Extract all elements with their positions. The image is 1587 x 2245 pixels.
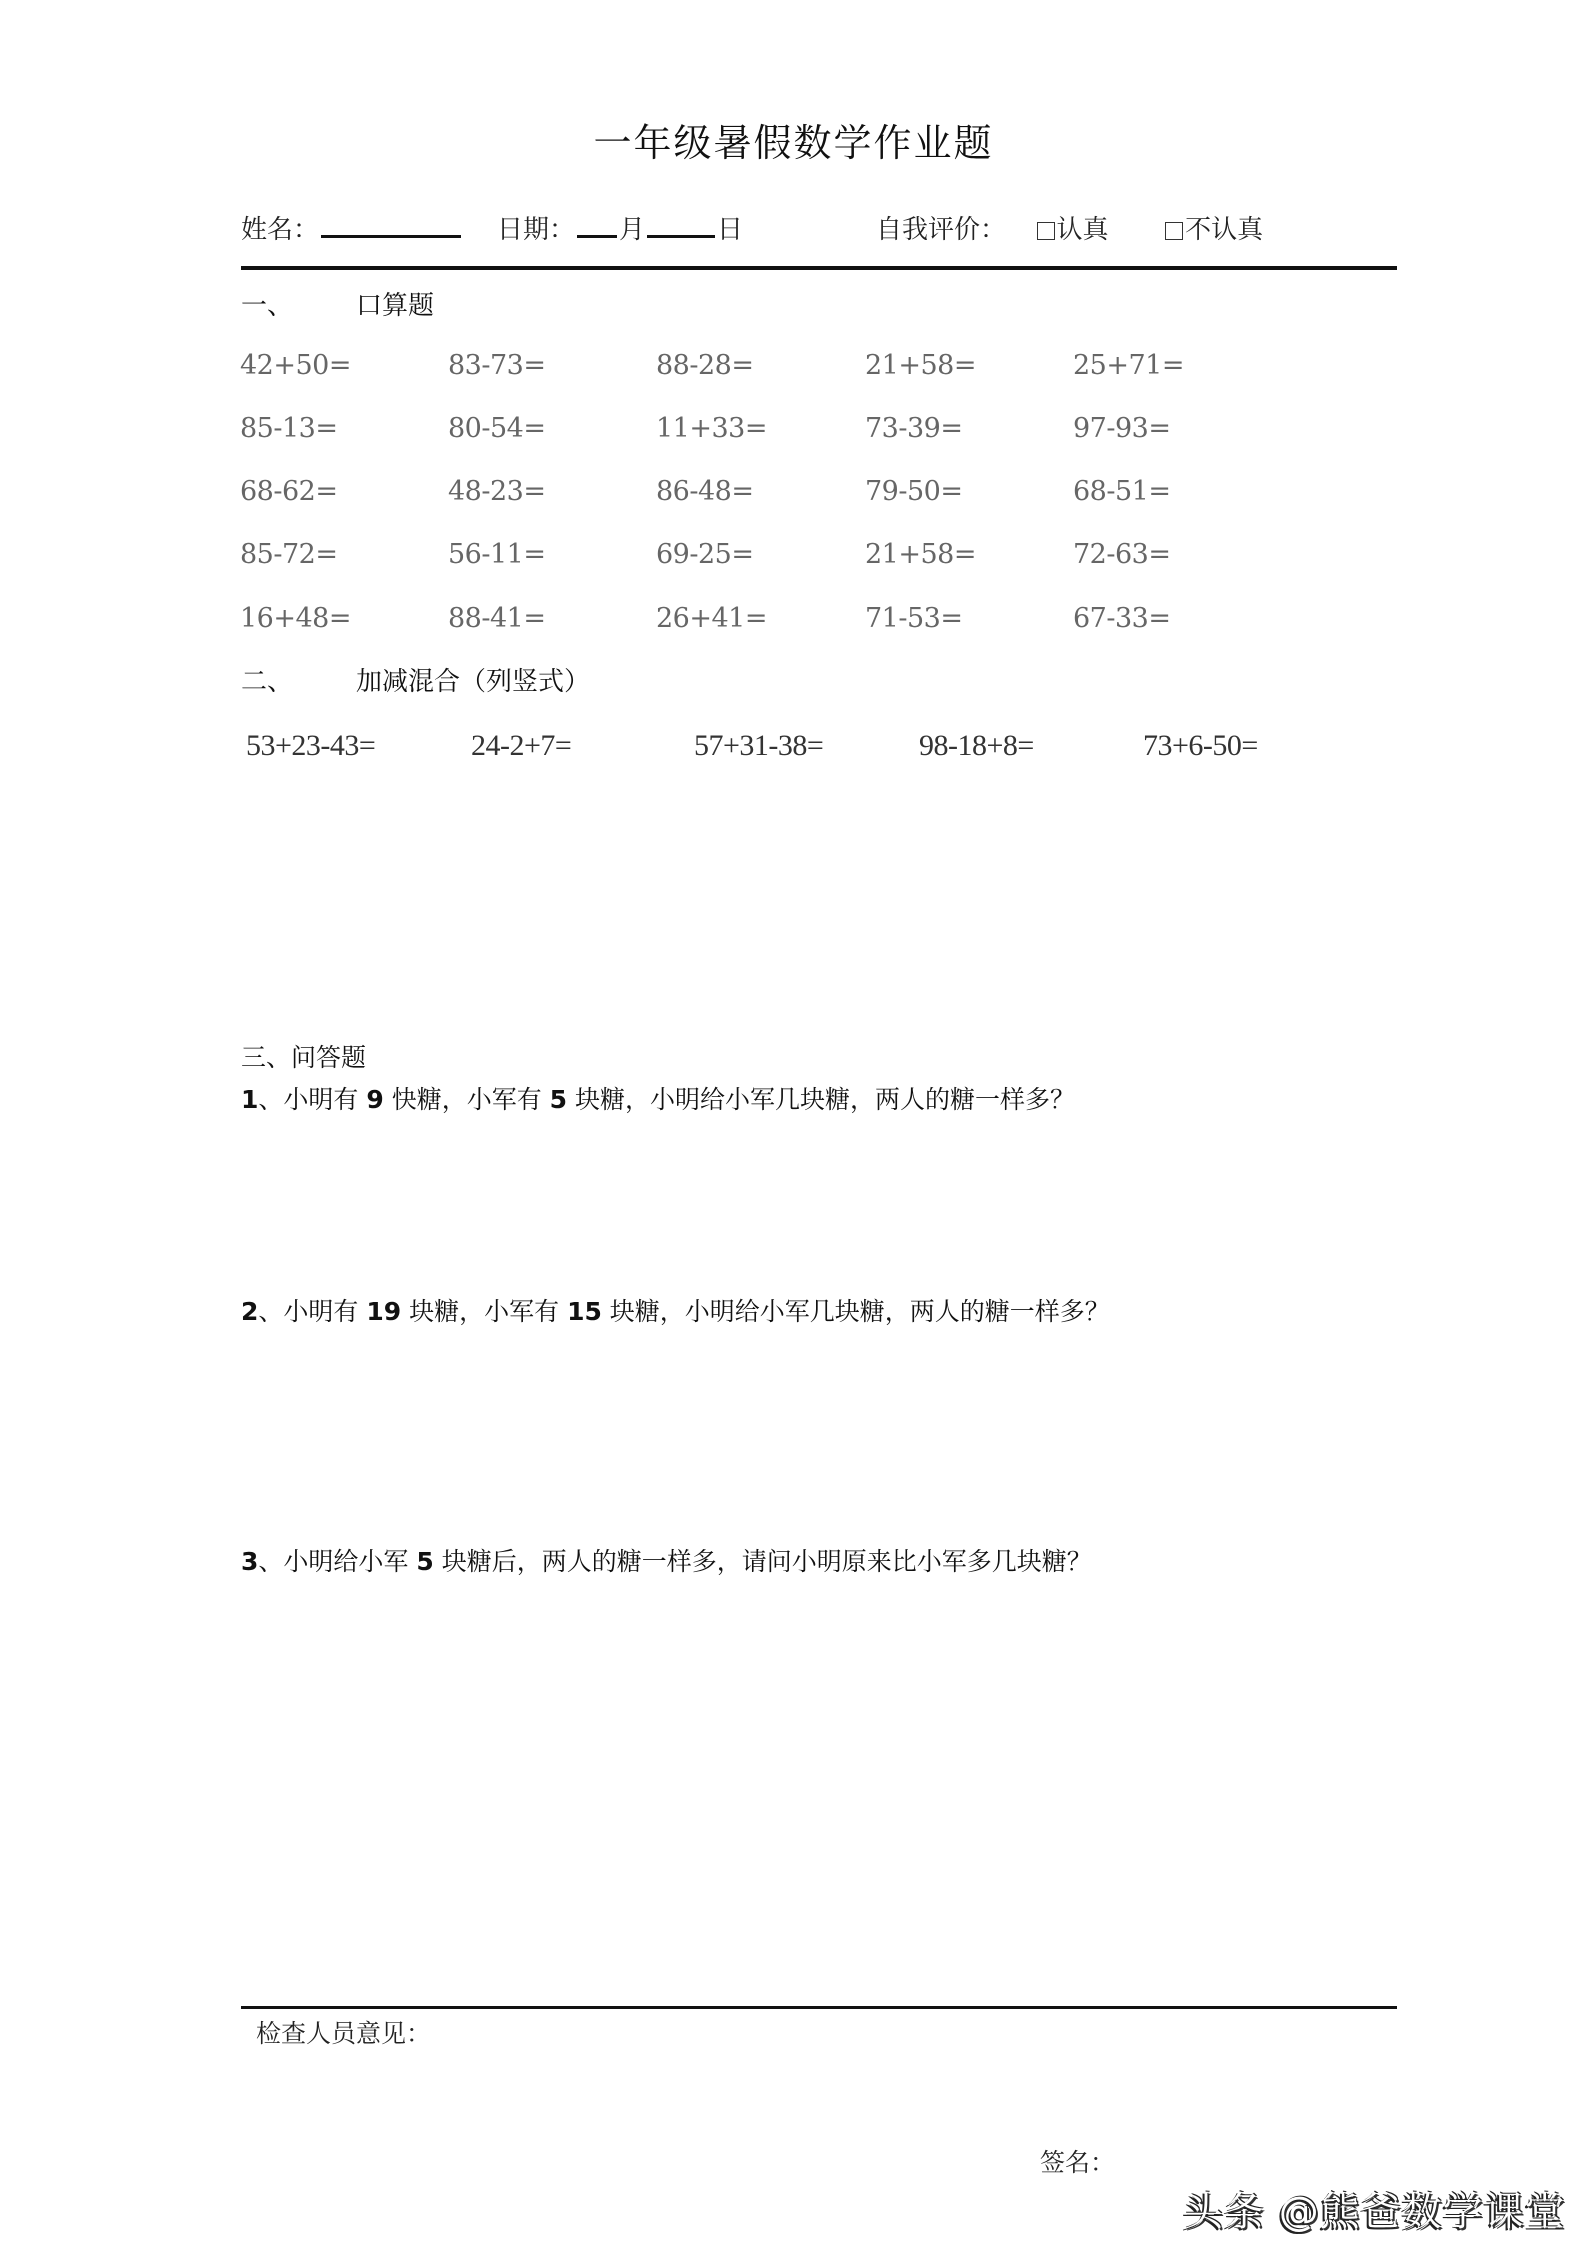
option-not-serious[interactable]: 不认真 bbox=[1165, 215, 1263, 245]
problem: 21+58= bbox=[865, 350, 976, 381]
problem: 69-25= bbox=[656, 539, 754, 570]
problem: 42+50= bbox=[240, 350, 351, 381]
page-title: 一年级暑假数学作业题 bbox=[593, 121, 994, 165]
problem: 97-93= bbox=[1073, 413, 1171, 444]
date-label: 日期： bbox=[497, 215, 576, 245]
question-3: 3、小明给小军 5 块糖后，两人的糖一样多，请问小明原来比小军多几块糖？ bbox=[241, 1547, 1092, 1576]
problem: 48-23= bbox=[448, 476, 546, 507]
self-eval-label: 自我评价： bbox=[876, 215, 1007, 245]
problem: 85-72= bbox=[240, 539, 338, 570]
problem: 85-13= bbox=[240, 413, 338, 444]
mixed-problem: 24-2+7= bbox=[471, 729, 572, 762]
watermark: 头条 @熊爸数学课堂 bbox=[1183, 2189, 1566, 2235]
problem: 71-53= bbox=[865, 603, 963, 634]
mixed-problem: 57+31-38= bbox=[694, 729, 824, 762]
question-2: 2、小明有 19 块糖，小军有 15 块糖，小明给小军几块糖，两人的糖一样多？ bbox=[241, 1297, 1110, 1326]
problem: 56-11= bbox=[448, 539, 546, 570]
problem: 83-73= bbox=[448, 350, 546, 381]
problem: 68-62= bbox=[240, 476, 338, 507]
date-field bbox=[497, 212, 743, 248]
month-label: 月 bbox=[619, 215, 646, 245]
problem: 88-28= bbox=[656, 350, 754, 381]
signature-label: 签名： bbox=[1040, 2148, 1116, 2177]
name-field bbox=[241, 212, 463, 248]
problem: 26+41= bbox=[656, 603, 767, 634]
section-3-heading: 三、问答题 bbox=[241, 1043, 367, 1072]
checkbox-icon[interactable] bbox=[1165, 222, 1183, 240]
problem: 88-41= bbox=[448, 603, 546, 634]
name-label: 姓名： bbox=[241, 215, 320, 245]
option-serious[interactable]: 认真 bbox=[1037, 215, 1109, 245]
section-1-heading: 一、 口算题 bbox=[241, 291, 435, 321]
section-2-heading: 二、 加减混合（列竖式） bbox=[241, 667, 591, 697]
problem: 16+48= bbox=[240, 603, 351, 634]
month-blank[interactable] bbox=[577, 213, 617, 238]
day-label: 日 bbox=[717, 215, 744, 245]
problem: 68-51= bbox=[1073, 476, 1171, 507]
problem: 21+58= bbox=[865, 539, 976, 570]
problem: 86-48= bbox=[656, 476, 754, 507]
problem: 25+71= bbox=[1073, 350, 1184, 381]
header-divider bbox=[241, 266, 1397, 270]
mixed-problem: 73+6-50= bbox=[1143, 729, 1258, 762]
problem: 73-39= bbox=[865, 413, 963, 444]
problem: 79-50= bbox=[865, 476, 963, 507]
mixed-problem: 98-18+8= bbox=[919, 729, 1034, 762]
question-1: 1、小明有 9 快糖，小军有 5 块糖，小明给小军几块糖，两人的糖一样多？ bbox=[241, 1085, 1076, 1114]
name-blank[interactable] bbox=[321, 213, 461, 238]
self-evaluation bbox=[876, 212, 1263, 248]
problem: 72-63= bbox=[1073, 539, 1171, 570]
footer-divider bbox=[241, 2006, 1397, 2009]
reviewer-comments-label: 检查人员意见： bbox=[256, 2019, 432, 2048]
problem: 80-54= bbox=[448, 413, 546, 444]
mixed-problem: 53+23-43= bbox=[246, 729, 376, 762]
problem: 67-33= bbox=[1073, 603, 1171, 634]
checkbox-icon[interactable] bbox=[1037, 222, 1055, 240]
problem: 11+33= bbox=[656, 413, 767, 444]
day-blank[interactable] bbox=[647, 213, 715, 238]
